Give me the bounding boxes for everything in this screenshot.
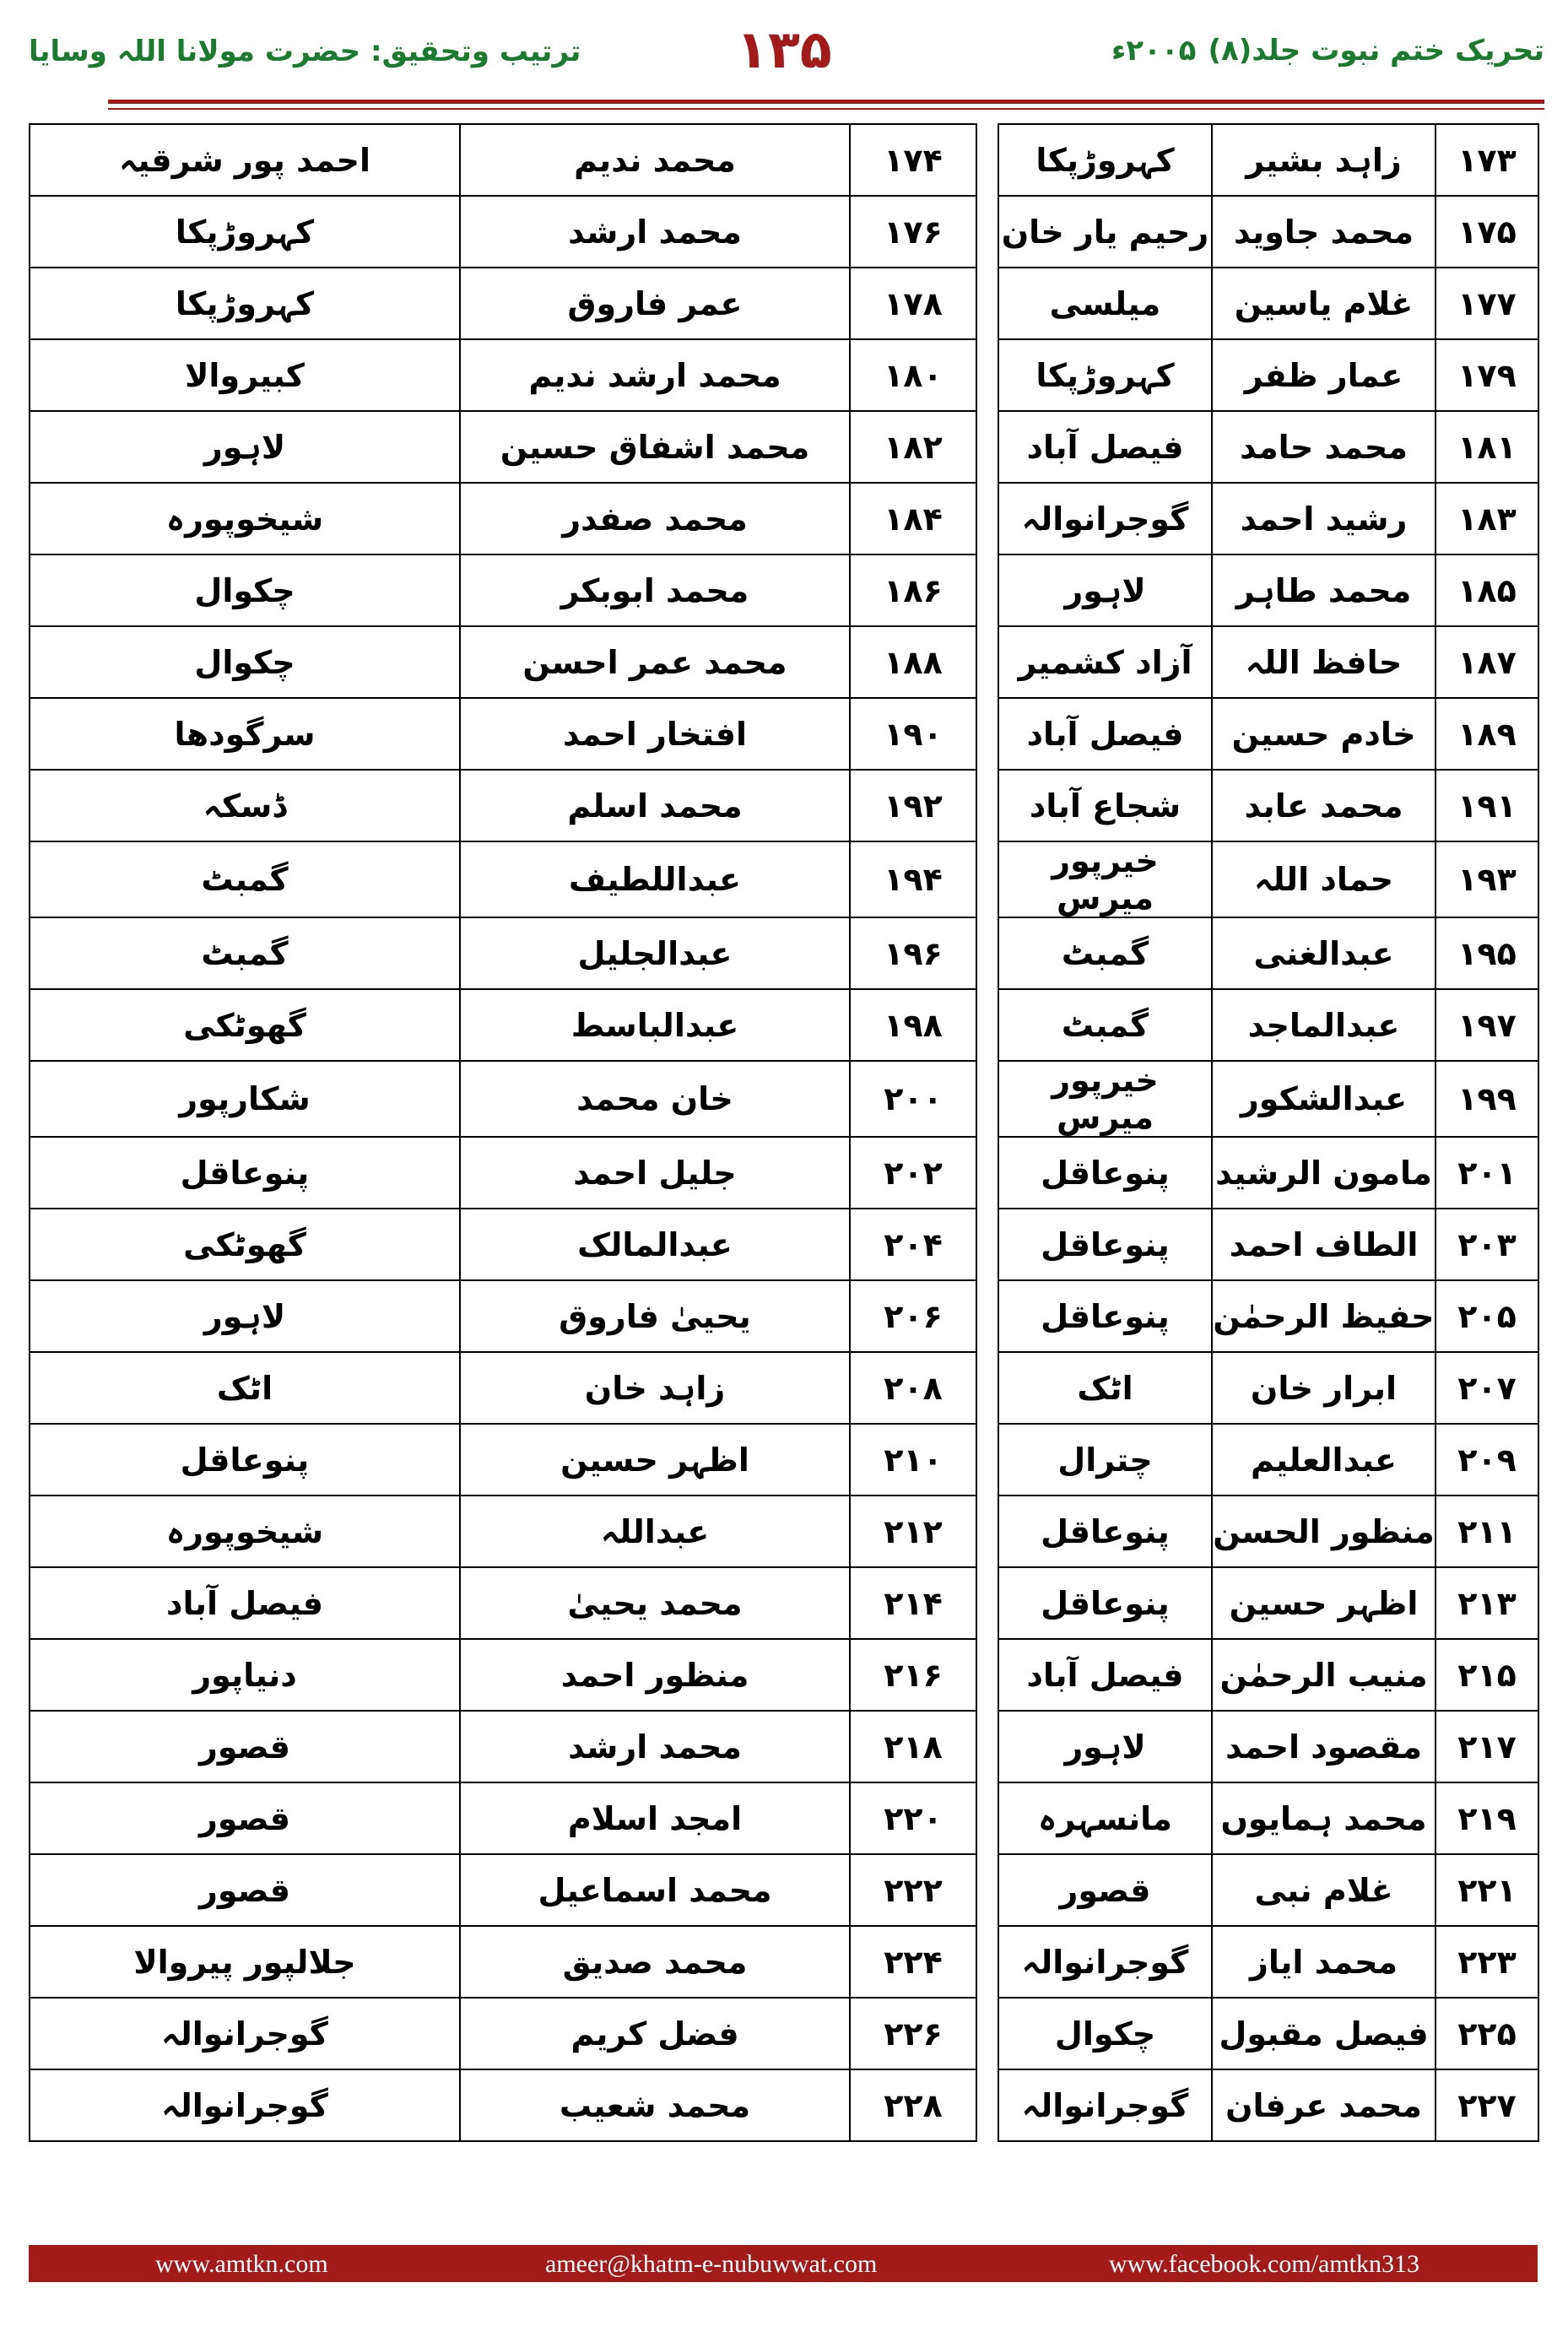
person-name: منیب الرحمٰن — [1212, 1639, 1436, 1711]
facebook-link[interactable]: www.facebook.com/amtkn313 — [1109, 2250, 1419, 2278]
column-gap — [976, 1711, 998, 1782]
serial-number: ۱۸۶ — [850, 554, 976, 626]
city: گمبٹ — [998, 917, 1212, 989]
city: گمبٹ — [998, 989, 1212, 1061]
serial-number: ۱۹۱ — [1436, 770, 1538, 841]
serial-number: ۲۱۹ — [1436, 1782, 1538, 1854]
city: شکارپور — [30, 1061, 460, 1137]
person-name: محمد جاوید — [1212, 196, 1436, 268]
table-row — [30, 483, 1538, 554]
city: پنوعاقل — [998, 1280, 1212, 1352]
table-row — [30, 339, 1538, 411]
column-gap — [976, 770, 998, 841]
serial-number: ۱۹۵ — [1436, 917, 1538, 989]
city: کہروڑپکا — [998, 124, 1212, 196]
city: کبیروالا — [30, 339, 460, 411]
serial-number: ۱۷۵ — [1436, 196, 1538, 268]
serial-number: ۱۸۳ — [1436, 483, 1538, 554]
table-row — [30, 268, 1538, 339]
serial-number: ۲۲۰ — [850, 1782, 976, 1854]
table-row — [30, 1782, 1538, 1854]
column-gap — [976, 1280, 998, 1352]
serial-number: ۱۸۸ — [850, 626, 976, 698]
city: چکوال — [998, 1998, 1212, 2069]
city: احمد پور شرقیہ — [30, 124, 460, 196]
city: خیرپور میرس — [998, 841, 1212, 917]
serial-number: ۱۹۸ — [850, 989, 976, 1061]
serial-number: ۲۲۶ — [850, 1998, 976, 2069]
city: فیصل آباد — [998, 698, 1212, 770]
serial-number: ۲۰۵ — [1436, 1280, 1538, 1352]
person-name: زاہد بشیر — [1212, 124, 1436, 196]
serial-number: ۱۷۸ — [850, 268, 976, 339]
person-name: حفیظ الرحمٰن — [1212, 1280, 1436, 1352]
table-row — [30, 1711, 1538, 1782]
website-link[interactable]: www.amtkn.com — [155, 2250, 328, 2278]
serial-number: ۲۰۸ — [850, 1352, 976, 1424]
city: لاہور — [30, 1280, 460, 1352]
person-name: عمر فاروق — [460, 268, 850, 339]
book-title-text: تحریک ختم نبوت جلد(۸) — [1208, 34, 1544, 68]
person-name: عبداللہ — [460, 1496, 850, 1567]
serial-number: ۲۱۶ — [850, 1639, 976, 1711]
city: گھوٹکی — [30, 989, 460, 1061]
person-name: محمد اسلم — [460, 770, 850, 841]
person-name: خان محمد — [460, 1061, 850, 1137]
column-gap — [976, 554, 998, 626]
serial-number: ۲۱۷ — [1436, 1711, 1538, 1782]
city: گوجرانوالہ — [998, 483, 1212, 554]
city: گوجرانوالہ — [998, 2069, 1212, 2141]
column-gap — [976, 196, 998, 268]
person-name: حافظ اللہ — [1212, 626, 1436, 698]
serial-number: ۲۲۴ — [850, 1926, 976, 1998]
serial-number: ۱۷۶ — [850, 196, 976, 268]
column-gap — [976, 411, 998, 483]
page-footer — [29, 2245, 1538, 2282]
city: میلسی — [998, 268, 1212, 339]
serial-number: ۱۹۷ — [1436, 989, 1538, 1061]
city: گمبٹ — [30, 917, 460, 989]
serial-number: ۱۷۹ — [1436, 339, 1538, 411]
city: دنیاپور — [30, 1639, 460, 1711]
serial-number: ۲۰۰ — [850, 1061, 976, 1137]
city: شجاع آباد — [998, 770, 1212, 841]
table-row — [30, 1639, 1538, 1711]
table-row — [30, 989, 1538, 1061]
column-gap — [976, 268, 998, 339]
person-name: امجد اسلام — [460, 1782, 850, 1854]
city: چکوال — [30, 626, 460, 698]
serial-number: ۲۲۸ — [850, 2069, 976, 2141]
serial-number: ۲۱۵ — [1436, 1639, 1538, 1711]
serial-number: ۱۹۰ — [850, 698, 976, 770]
table-row — [30, 2069, 1538, 2141]
city: لاہور — [30, 411, 460, 483]
city: اٹک — [998, 1352, 1212, 1424]
person-name: مقصود احمد — [1212, 1711, 1436, 1782]
table-row — [30, 1280, 1538, 1352]
city: پنوعاقل — [30, 1137, 460, 1209]
person-name: محمد ابوبکر — [460, 554, 850, 626]
person-name: عبدالجلیل — [460, 917, 850, 989]
serial-number: ۲۱۱ — [1436, 1496, 1538, 1567]
person-name: محمد اسماعیل — [460, 1854, 850, 1926]
table-row — [30, 1061, 1538, 1137]
city: شیخوپورہ — [30, 1496, 460, 1567]
table-row — [30, 841, 1538, 917]
person-name: محمد شعیب — [460, 2069, 850, 2141]
serial-number: ۱۸۱ — [1436, 411, 1538, 483]
person-name: اظہر حسین — [460, 1424, 850, 1496]
person-name: زاہد خان — [460, 1352, 850, 1424]
serial-number: ۱۸۵ — [1436, 554, 1538, 626]
person-name: مامون الرشید — [1212, 1137, 1436, 1209]
column-gap — [976, 1926, 998, 1998]
person-name: عمار ظفر — [1212, 339, 1436, 411]
person-name: ابرار خان — [1212, 1352, 1436, 1424]
serial-number: ۲۲۱ — [1436, 1854, 1538, 1926]
city: گوجرانوالہ — [998, 1926, 1212, 1998]
table-row — [30, 1352, 1538, 1424]
person-name: محمد ارشد ندیم — [460, 339, 850, 411]
serial-number: ۲۰۱ — [1436, 1137, 1538, 1209]
serial-number: ۲۲۷ — [1436, 2069, 1538, 2141]
serial-number: ۲۱۲ — [850, 1496, 976, 1567]
person-name: محمد ایاز — [1212, 1926, 1436, 1998]
city: پنوعاقل — [998, 1137, 1212, 1209]
table-row — [30, 1496, 1538, 1567]
person-name: حماد اللہ — [1212, 841, 1436, 917]
city: فیصل آباد — [30, 1567, 460, 1639]
person-name: محمد اشفاق حسین — [460, 411, 850, 483]
page-number: ۱۳۵ — [736, 19, 832, 80]
serial-number: ۱۷۳ — [1436, 124, 1538, 196]
serial-number: ۱۸۴ — [850, 483, 976, 554]
person-name: یحییٰ فاروق — [460, 1280, 850, 1352]
person-name: الطاف احمد — [1212, 1209, 1436, 1280]
serial-number: ۲۰۹ — [1436, 1424, 1538, 1496]
header-divider — [108, 100, 1544, 104]
column-gap — [976, 339, 998, 411]
serial-number: ۲۱۸ — [850, 1711, 976, 1782]
city: جلالپور پیروالا — [30, 1926, 460, 1998]
city: آزاد کشمیر — [998, 626, 1212, 698]
city: قصور — [30, 1854, 460, 1926]
person-name: اظہر حسین — [1212, 1567, 1436, 1639]
compiler-credit: ترتیب وتحقیق: حضرت مولانا اللہ وسایا — [29, 35, 581, 68]
city: لاہور — [998, 1711, 1212, 1782]
city: چکوال — [30, 554, 460, 626]
table-row — [30, 554, 1538, 626]
person-name: محمد طاہر — [1212, 554, 1436, 626]
person-name: خادم حسین — [1212, 698, 1436, 770]
serial-number: ۱۷۷ — [1436, 268, 1538, 339]
person-name: محمد صفدر — [460, 483, 850, 554]
column-gap — [976, 698, 998, 770]
city: خیرپور میرس — [998, 1061, 1212, 1137]
table-row — [30, 1998, 1538, 2069]
table-row — [30, 698, 1538, 770]
column-gap — [976, 1567, 998, 1639]
table-row — [30, 1926, 1538, 1998]
column-gap — [976, 989, 998, 1061]
person-name: رشید احمد — [1212, 483, 1436, 554]
city: چترال — [998, 1424, 1212, 1496]
city: شیخوپورہ — [30, 483, 460, 554]
serial-number: ۱۸۰ — [850, 339, 976, 411]
serial-number: ۲۱۴ — [850, 1567, 976, 1639]
city: گھوٹکی — [30, 1209, 460, 1280]
column-gap — [976, 1061, 998, 1137]
person-name: عبداللطیف — [460, 841, 850, 917]
serial-number: ۱۸۷ — [1436, 626, 1538, 698]
serial-number: ۱۸۹ — [1436, 698, 1538, 770]
city: سرگودھا — [30, 698, 460, 770]
person-name: غلام یاسین — [1212, 268, 1436, 339]
person-name: محمد حامد — [1212, 411, 1436, 483]
column-gap — [976, 1137, 998, 1209]
serial-number: ۱۹۹ — [1436, 1061, 1538, 1137]
serial-number: ۲۲۵ — [1436, 1998, 1538, 2069]
serial-number: ۲۱۳ — [1436, 1567, 1538, 1639]
person-name: محمد عمر احسن — [460, 626, 850, 698]
serial-number: ۲۲۲ — [850, 1854, 976, 1926]
person-name: محمد ہمایوں — [1212, 1782, 1436, 1854]
column-gap — [976, 1352, 998, 1424]
city: لاہور — [998, 554, 1212, 626]
city: پنوعاقل — [998, 1496, 1212, 1567]
serial-number: ۲۱۰ — [850, 1424, 976, 1496]
person-name: عبدالعلیم — [1212, 1424, 1436, 1496]
person-name: محمد عرفان — [1212, 2069, 1436, 2141]
person-name: محمد ندیم — [460, 124, 850, 196]
serial-number: ۱۸۲ — [850, 411, 976, 483]
column-gap — [976, 1782, 998, 1854]
city: قصور — [30, 1711, 460, 1782]
column-gap — [976, 1639, 998, 1711]
column-gap — [976, 841, 998, 917]
person-name: محمد ارشد — [460, 196, 850, 268]
person-name: عبدالمالک — [460, 1209, 850, 1280]
column-gap — [976, 1424, 998, 1496]
person-name: عبدالغنی — [1212, 917, 1436, 989]
table-row — [30, 626, 1538, 698]
serial-number: ۱۹۲ — [850, 770, 976, 841]
column-gap — [976, 2069, 998, 2141]
column-gap — [976, 917, 998, 989]
names-table — [29, 123, 1538, 2142]
serial-number: ۲۲۳ — [1436, 1926, 1538, 1998]
table-row — [30, 1424, 1538, 1496]
column-gap — [976, 1496, 998, 1567]
person-name: غلام نبی — [1212, 1854, 1436, 1926]
city: گوجرانوالہ — [30, 1998, 460, 2069]
person-name: منظور احمد — [460, 1639, 850, 1711]
city: گوجرانوالہ — [30, 2069, 460, 2141]
person-name: محمد ارشد — [460, 1711, 850, 1782]
person-name: عبدالباسط — [460, 989, 850, 1061]
table-row — [30, 124, 1538, 196]
column-gap — [976, 124, 998, 196]
email-link[interactable]: ameer@khatm-e-nubuwwat.com — [545, 2250, 878, 2278]
table-row — [30, 1209, 1538, 1280]
person-name: محمد صدیق — [460, 1926, 850, 1998]
table-row — [30, 1567, 1538, 1639]
serial-number: ۲۰۷ — [1436, 1352, 1538, 1424]
page-header — [0, 0, 1568, 93]
person-name: افتخار احمد — [460, 698, 850, 770]
column-gap — [976, 483, 998, 554]
person-name: محمد یحییٰ — [460, 1567, 850, 1639]
table-row — [30, 196, 1538, 268]
serial-number: ۲۰۴ — [850, 1209, 976, 1280]
serial-number: ۲۰۳ — [1436, 1209, 1538, 1280]
column-gap — [976, 626, 998, 698]
person-name: عبدالشکور — [1212, 1061, 1436, 1137]
city: فیصل آباد — [998, 411, 1212, 483]
city: قصور — [30, 1782, 460, 1854]
person-name: فیصل مقبول — [1212, 1998, 1436, 2069]
person-name: فضل کریم — [460, 1998, 850, 2069]
header-divider-thin — [108, 108, 1544, 110]
serial-number: ۱۷۴ — [850, 124, 976, 196]
city: قصور — [998, 1854, 1212, 1926]
column-gap — [976, 1998, 998, 2069]
table-row — [30, 770, 1538, 841]
city: ڈسکہ — [30, 770, 460, 841]
column-gap — [976, 1854, 998, 1926]
table-row — [30, 1854, 1538, 1926]
person-name: منظور الحسن — [1212, 1496, 1436, 1567]
table-row — [30, 917, 1538, 989]
city: پنوعاقل — [998, 1567, 1212, 1639]
city: پنوعاقل — [998, 1209, 1212, 1280]
table-row — [30, 1137, 1538, 1209]
book-year: ۲۰۰۵ء — [1111, 34, 1197, 68]
city: مانسہرہ — [998, 1782, 1212, 1854]
column-gap — [976, 1209, 998, 1280]
city: کہروڑپکا — [30, 268, 460, 339]
city: فیصل آباد — [998, 1639, 1212, 1711]
city: اٹک — [30, 1352, 460, 1424]
city: رحیم یار خان — [998, 196, 1212, 268]
serial-number: ۲۰۶ — [850, 1280, 976, 1352]
city: گمبٹ — [30, 841, 460, 917]
city: کہروڑپکا — [30, 196, 460, 268]
person-name: جلیل احمد — [460, 1137, 850, 1209]
table-row — [30, 411, 1538, 483]
serial-number: ۱۹۳ — [1436, 841, 1538, 917]
serial-number: ۱۹۴ — [850, 841, 976, 917]
person-name: عبدالماجد — [1212, 989, 1436, 1061]
serial-number: ۱۹۶ — [850, 917, 976, 989]
city: کہروڑپکا — [998, 339, 1212, 411]
serial-number: ۲۰۲ — [850, 1137, 976, 1209]
city: پنوعاقل — [30, 1424, 460, 1496]
person-name: محمد عابد — [1212, 770, 1436, 841]
